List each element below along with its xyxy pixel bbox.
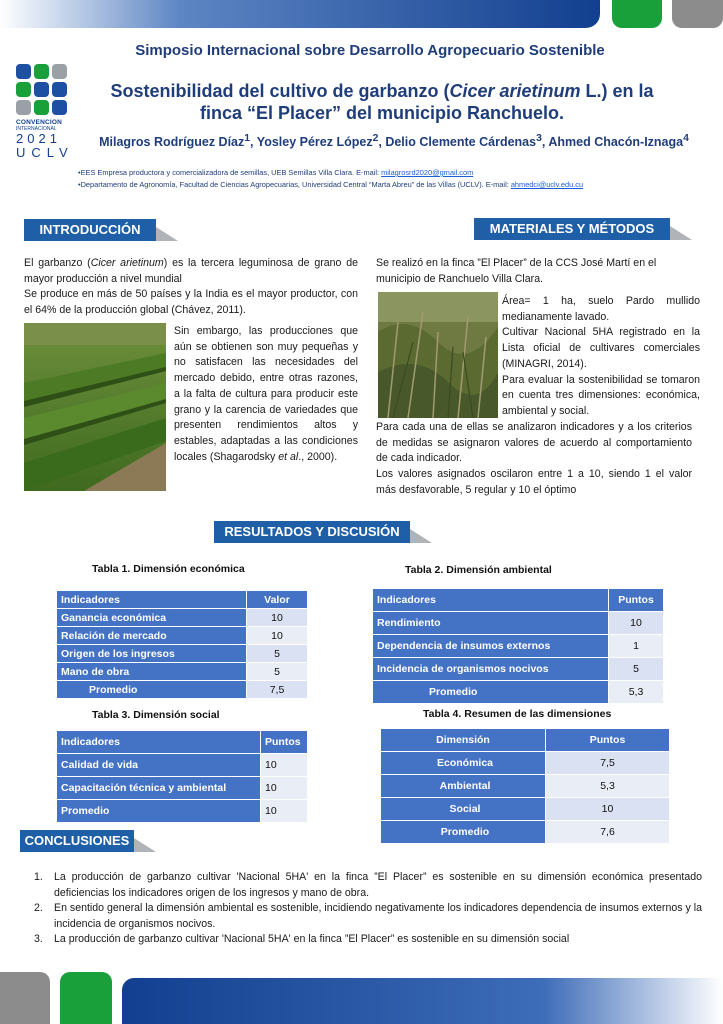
table-economic-dimension <box>56 590 308 699</box>
table-header-row <box>57 731 308 754</box>
affiliation-2: •Departamento de Agronomía, Facultad de Ciencias Agropecuarias, Universidad Central “Marta Abreu” de las Villas (UCLV). E-mail: ahmedci@uclv.edu.cu <box>78 180 584 189</box>
table-header-cell: Puntos <box>546 729 670 752</box>
table-row: Promedio 10 <box>57 800 308 823</box>
bottom-green-tab <box>60 972 112 1024</box>
table-header-cell: Valor <box>247 591 308 609</box>
email-link-2[interactable]: ahmedci@uclv.edu.cu <box>510 180 584 189</box>
table-header-cell: Dimensión <box>381 729 546 752</box>
list-item: 3. La producción de garbanzo cultivar 'Nacional 5HA' en la finca ”El Placer” es sostenible en su dimensión social <box>34 933 570 946</box>
table-row: Incidencia de organismos nocivos 5 <box>373 658 664 681</box>
section-banner-resultados: RESULTADOS Y DISCUSIÓN <box>214 521 410 543</box>
table-environmental-dimension <box>372 588 664 704</box>
methods-side-paragraph: Área= 1 ha, suelo Pardo mullido medianamente lavado. Cultivar Nacional 5HA registrado en la Lista oficial de cultivares comerciales (MINAGRI, 2014). Para evaluar la sostenibilidad se tomaron en cuenta tres dimensiones: económica, ambiental y social. <box>502 295 700 417</box>
table-row: Capacitación técnica y ambiental 10 <box>57 777 308 800</box>
table-header-row <box>381 729 670 752</box>
table-row: Promedio 7,6 <box>381 821 670 844</box>
top-blue-band <box>0 0 600 28</box>
bottom-blue-band <box>122 978 723 1024</box>
logo-text-year: 2021 <box>16 131 61 146</box>
logo-squares <box>16 64 72 115</box>
list-item: 1. La producción de garbanzo cultivar 'Nacional 5HA' en la finca ”El Placer” es sostenible en su dimensión económica presentado deficiencias los indicadores origen de los ingresos y mano de obra. <box>34 871 702 899</box>
affiliation-1: •EES Empresa productora y comercializadora de semillas, UEB Semillas Villa Clara. E-mail: milagrosrd2020@gmail.com <box>78 168 474 177</box>
logo-text-org: UCLV <box>16 145 74 160</box>
table-header-row <box>57 591 308 609</box>
table-row: Rendimiento 10 <box>373 612 664 635</box>
logo-text-internacional: INTERNACIONAL <box>16 126 57 132</box>
list-item: 2. En sentido general la dimensión ambiental es sostenible, incidiendo negativamente los indicadores dependencia de insumos externos y la incidencia de organismos nocivos. <box>34 902 702 930</box>
uclv-convention-logo <box>16 64 72 160</box>
table-header-row <box>373 589 664 612</box>
section-banner-conclusiones: CONCLUSIONES <box>20 830 134 852</box>
table-social-dimension <box>56 730 308 823</box>
table-header-cell: Indicadores <box>373 589 609 612</box>
symposium-title: Simposio Internacional sobre Desarrollo Agropecuario Sostenible <box>135 42 605 59</box>
email-link-1[interactable]: milagrosrd2020@gmail.com <box>381 168 474 177</box>
table-row: Social 10 <box>381 798 670 821</box>
table-row: Calidad de vida 10 <box>57 754 308 777</box>
intro-side-paragraph: Sin embargo, las producciones que aún se obtienen son muy pequeñas y no satisfacen las necesidades del mercado debido, entre otras razones, a la falta de cultura para producir este grano y la carencia de variedades que presenten rendimientos altos y estables, adaptadas a las condiciones locales (Shagarodsky et al., 2000). <box>174 325 358 463</box>
table-row: Relación de mercado 10 <box>57 627 308 645</box>
table-row: Dependencia de insumos externos 1 <box>373 635 664 658</box>
table-row: Económica 7,5 <box>381 752 670 775</box>
methods-paragraph-1: Se realizó en la finca ”El Placer” de la CCS José Martí en el municipio de Ranchuelo Villa Clara. <box>376 257 657 285</box>
table-header-cell: Indicadores <box>57 731 261 754</box>
table-header-cell: Indicadores <box>57 591 247 609</box>
table-row: Promedio 5,3 <box>373 681 664 704</box>
table-header-cell: Puntos <box>609 589 664 612</box>
section-banner-materiales: MATERIALES Y MÉTODOS <box>474 218 670 240</box>
table-1-caption: Tabla 1. Dimensión económica <box>92 563 245 575</box>
top-green-tab <box>612 0 662 28</box>
chickpea-field-photo <box>24 323 166 491</box>
logo-text-convencion: CONVENCION <box>16 119 63 126</box>
poster-title: Sostenibilidad del cultivo de garbanzo (Cicer arietinum L.) en la finca “El Placer” del municipio Ranchuelo. <box>110 81 654 123</box>
section-banner-introduccion: INTRODUCCIÓN <box>24 219 156 241</box>
author-name: Milagros Rodríguez Díaz <box>99 135 245 150</box>
author-name: Yosley Pérez López <box>256 135 373 150</box>
crop-closeup-photo <box>378 292 498 418</box>
author-name: Ahmed Chacón-Iznaga <box>548 135 684 150</box>
table-4-caption: Tabla 4. Resumen de las dimensiones <box>423 708 612 720</box>
author-list: Milagros Rodríguez Díaz$^1$, Yosley Pérez López$^2$, Delio Clemente Cárdenas$^3$, Ahmed Chacón-Iznaga$^4$ <box>99 133 689 150</box>
table-row: Origen de los ingresos 5 <box>57 645 308 663</box>
table-header-cell: Puntos <box>261 731 308 754</box>
table-row: Ganancia económica 10 <box>57 609 308 627</box>
intro-paragraph: El garbanzo (Cicer arietinum) es la tercera leguminosa de grano de mayor producción a nivel mundial Se produce en más de 50 países y la India es el mayor productor, con el 64% de la producción global (Chávez, 2011). <box>24 257 358 317</box>
table-dimensions-summary <box>380 728 670 844</box>
table-2-caption: Tabla 2. Dimensión ambiental <box>405 564 552 576</box>
table-row: Promedio 7,5 <box>57 681 308 699</box>
top-gray-tab <box>672 0 723 28</box>
table-row: Ambiental 5,3 <box>381 775 670 798</box>
table-3-caption: Tabla 3. Dimensión social <box>92 709 220 721</box>
table-row: Mano de obra 5 <box>57 663 308 681</box>
methods-paragraph-2: Para cada una de ellas se analizaron indicadores y a los criterios de medidas se asignaron valores de acuerdo al comportamiento de cada indicador. Los valores asignados oscilaron entre 1 a 10, siendo 1 el valor más desfavorable, 5 regular y 10 el óptimo <box>376 421 692 496</box>
author-name: Delio Clemente Cárdenas <box>385 135 537 150</box>
bottom-gray-tab <box>0 972 50 1024</box>
conclusions-list <box>34 870 702 948</box>
